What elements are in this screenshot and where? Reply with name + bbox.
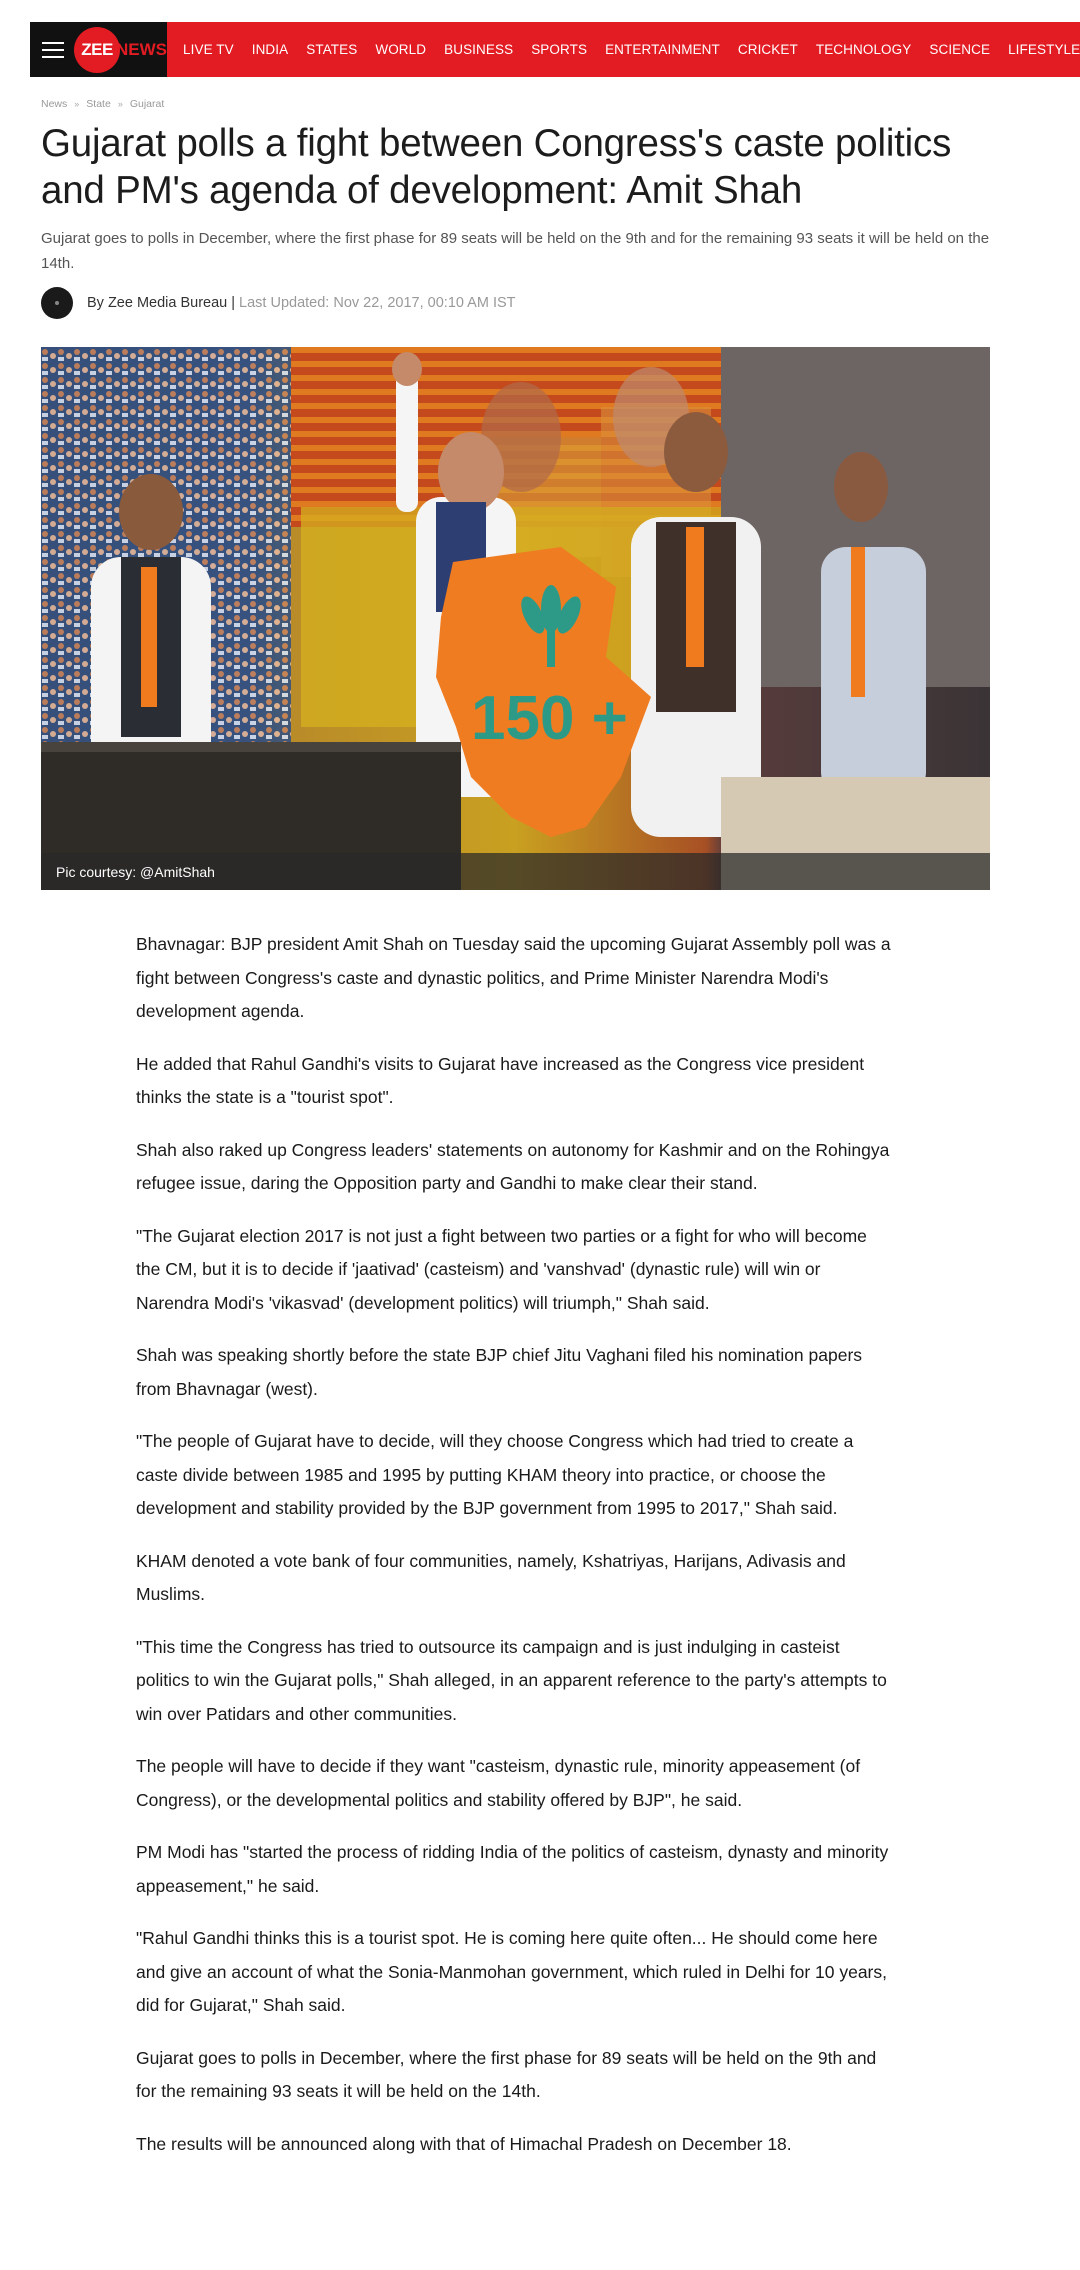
article-paragraph: Gujarat goes to polls in December, where the first phase for 89 seats will be held on the 9th and for the remaining 93 seats it will be held on the 14th. xyxy=(136,2047,877,2101)
breadcrumb-separator-icon: » xyxy=(74,99,80,109)
site-header xyxy=(30,22,1080,77)
hero-image xyxy=(41,347,990,890)
article-paragraph: "Rahul Gandhi thinks this is a tourist spot. He is coming here quite often... He should come here and give an account of what the Sonia-Manmohan government, which ruled in Delhi for 10 years, did for Gujarat," Shah said. xyxy=(136,1928,887,2015)
article-body xyxy=(136,928,896,2180)
byline xyxy=(41,287,516,319)
nav-item-states[interactable]: STATES xyxy=(306,42,358,57)
breadcrumb-gujarat[interactable]: Gujarat xyxy=(129,98,165,110)
brand-block xyxy=(30,22,167,77)
article-summary: Gujarat goes to polls in December, where the first phase for 89 seats will be held on the 9th and for the remaining 93 seats it will be held on the 14th. xyxy=(41,230,990,272)
nav-item-science[interactable]: SCIENCE xyxy=(929,42,991,57)
article-paragraph: The results will be announced along with that of Himachal Pradesh on December 18. xyxy=(136,2133,792,2154)
nav-item-india[interactable]: INDIA xyxy=(251,42,289,57)
article-paragraph: "The Gujarat election 2017 is not just a fight between two parties or a fight for who will become the CM, but it is to decide if 'jaativad' (casteism) and 'vanshvad' (dynastic rule) will win or Narendra Modi's 'vikasvad' (development politics) will triumph," Shah said. xyxy=(136,1225,867,1313)
article-paragraph: "This time the Congress has tried to outsource its campaign and is just indulging in casteist politics to win the Gujarat polls," Shah alleged, in an apparent reference to the party's attempts to win over Patidars and other communities. xyxy=(136,1636,887,1724)
hamburger-menu-icon[interactable] xyxy=(42,42,64,58)
article-title: Gujarat polls a fight between Congress's caste politics and PM's agenda of development: Amit Shah xyxy=(41,122,952,212)
article-paragraph: PM Modi has "started the process of ridding India of the politics of casteism, dynasty and minority appeasement," he said. xyxy=(136,1842,889,1896)
article-paragraph: Shah was speaking shortly before the state BJP chief Jitu Vaghani filed his nomination papers from Bhavnagar (west). xyxy=(136,1345,863,1399)
breadcrumb xyxy=(41,98,164,110)
author-name[interactable]: By Zee Media Bureau xyxy=(87,295,228,311)
author-avatar[interactable] xyxy=(41,287,73,319)
main-nav xyxy=(167,22,1080,77)
nav-item-cricket[interactable]: CRICKET xyxy=(737,42,798,57)
article-paragraph: KHAM denoted a vote bank of four communities, namely, Kshatriyas, Harijans, Adivasis and Muslims. xyxy=(136,1550,846,1604)
last-updated: Last Updated: Nov 22, 2017, 00:10 AM IST xyxy=(239,295,516,311)
site-logo[interactable] xyxy=(74,27,167,73)
article-paragraph: The people will have to decide if they want "casteism, dynastic rule, minority appeasement (of Congress), or the developmental politics and stability offered by BJP", he said. xyxy=(136,1756,861,1810)
byline-separator: | xyxy=(231,295,236,311)
article-paragraph: He added that Rahul Gandhi's visits to Gujarat have increased as the Congress vice president thinks the state is a "tourist spot". xyxy=(136,1053,865,1107)
nav-item-entertainment[interactable]: ENTERTAINMENT xyxy=(605,42,720,57)
nav-item-lifestyle[interactable]: LIFESTYLE xyxy=(1008,42,1080,57)
logo-circle xyxy=(74,27,120,73)
breadcrumb-news[interactable]: News xyxy=(41,98,68,110)
article-paragraph: "The people of Gujarat have to decide, will they choose Congress which had tried to create a caste divide between 1985 and 1995 by putting KHAM theory into practice, or choose the development and stability provided by the BJP government from 1995 to 2017," Shah said. xyxy=(136,1431,854,1518)
article-paragraph: Shah also raked up Congress leaders' statements on autonomy for Kashmir and on the Rohingya refugee issue, daring the Opposition party and Gandhi to make clear their stand. xyxy=(136,1139,890,1193)
nav-item-world[interactable]: WORLD xyxy=(375,42,427,57)
nav-item-technology[interactable]: TECHNOLOGY xyxy=(815,42,912,57)
image-caption: Pic courtesy: @AmitShah xyxy=(56,863,215,880)
image-caption-bar xyxy=(41,853,990,890)
logo-zee-text: ZEE xyxy=(81,39,113,59)
hero-sign-text: 150 + xyxy=(471,684,628,753)
logo-news-text: NEWS xyxy=(116,39,167,59)
hero-photo-illustration xyxy=(41,347,990,890)
nav-item-live-tv[interactable]: LIVE TV xyxy=(183,42,234,57)
nav-item-sports[interactable]: SPORTS xyxy=(531,42,588,57)
nav-item-business[interactable]: BUSINESS xyxy=(444,42,514,57)
breadcrumb-state[interactable]: State xyxy=(86,98,111,110)
article-paragraph: Bhavnagar: BJP president Amit Shah on Tuesday said the upcoming Gujarat Assembly poll was a fight between Congress's caste and dynastic politics, and Prime Minister Narendra Modi's development agenda. xyxy=(136,934,891,1021)
breadcrumb-separator-icon: » xyxy=(117,99,123,109)
